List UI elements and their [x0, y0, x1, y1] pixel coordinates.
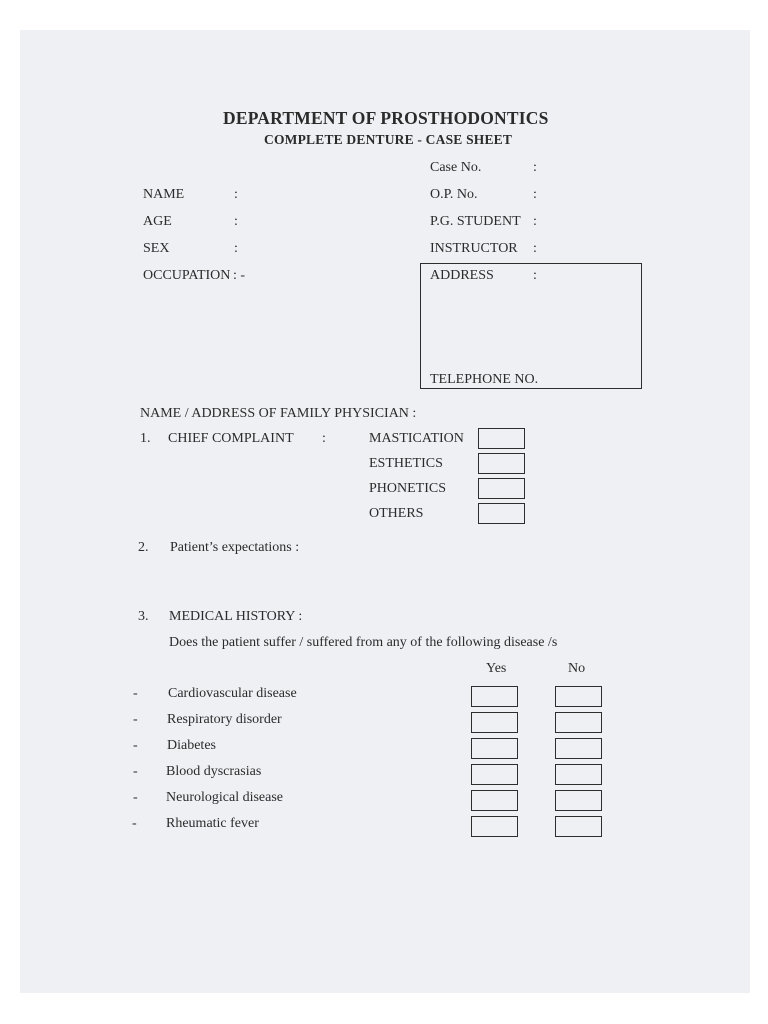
chief-complaint-colon: :: [322, 431, 326, 446]
pg-student-label: P.G. STUDENT: [430, 214, 521, 229]
neurological-yes-checkbox[interactable]: [471, 790, 518, 811]
blood-dyscrasias-no-checkbox[interactable]: [555, 764, 602, 785]
expectations-label: Patient’s expectations :: [170, 540, 300, 555]
option-mastication-checkbox[interactable]: [478, 428, 525, 449]
disease-bullet: -: [133, 790, 138, 805]
medical-history-number: 3.: [138, 609, 149, 624]
telephone-label: TELEPHONE NO.: [430, 372, 539, 387]
disease-bullet: -: [132, 816, 137, 831]
case-no-colon: :: [533, 160, 537, 175]
option-phonetics-checkbox[interactable]: [478, 478, 525, 499]
op-no-label: O.P. No.: [430, 187, 478, 202]
disease-diabetes-label: Diabetes: [167, 738, 216, 753]
disease-cardiovascular-label: Cardiovascular disease: [168, 686, 297, 701]
instructor-label: INSTRUCTOR: [430, 241, 518, 256]
department-title: DEPARTMENT OF PROSTHODONTICS: [223, 108, 549, 128]
sex-colon: :: [234, 241, 238, 256]
rheumatic-fever-yes-checkbox[interactable]: [471, 816, 518, 837]
rheumatic-fever-no-checkbox[interactable]: [555, 816, 602, 837]
cardiovascular-yes-checkbox[interactable]: [471, 686, 518, 707]
cardiovascular-no-checkbox[interactable]: [555, 686, 602, 707]
medical-history-question: Does the patient suffer / suffered from any of the following disease /s: [169, 635, 558, 650]
chief-complaint-label: CHIEF COMPLAINT: [168, 431, 294, 446]
form-subtitle: COMPLETE DENTURE - CASE SHEET: [264, 132, 513, 147]
occupation-colon: : -: [233, 268, 246, 283]
diabetes-no-checkbox[interactable]: [555, 738, 602, 759]
disease-bullet: -: [133, 686, 138, 701]
name-colon: :: [234, 187, 238, 202]
no-column-header: No: [568, 661, 586, 676]
instructor-colon: :: [533, 241, 537, 256]
disease-neurological-label: Neurological disease: [166, 790, 284, 805]
respiratory-no-checkbox[interactable]: [555, 712, 602, 733]
disease-blood-dyscrasias-label: Blood dyscrasias: [166, 764, 262, 779]
disease-respiratory-label: Respiratory disorder: [167, 712, 282, 727]
sex-label: SEX: [143, 241, 170, 256]
op-no-colon: :: [533, 187, 537, 202]
option-others-checkbox[interactable]: [478, 503, 525, 524]
occupation-label: OCCUPATION: [143, 268, 231, 283]
option-esthetics-checkbox[interactable]: [478, 453, 525, 474]
case-no-label: Case No.: [430, 160, 482, 175]
yes-column-header: Yes: [486, 661, 507, 676]
disease-bullet: -: [133, 738, 138, 753]
option-mastication-label: MASTICATION: [369, 431, 464, 446]
respiratory-yes-checkbox[interactable]: [471, 712, 518, 733]
neurological-no-checkbox[interactable]: [555, 790, 602, 811]
diabetes-yes-checkbox[interactable]: [471, 738, 518, 759]
disease-bullet: -: [133, 712, 138, 727]
address-colon: :: [533, 268, 537, 283]
pg-student-colon: :: [533, 214, 537, 229]
age-colon: :: [234, 214, 238, 229]
option-esthetics-label: ESTHETICS: [369, 456, 443, 471]
family-physician-label: NAME / ADDRESS OF FAMILY PHYSICIAN :: [140, 406, 417, 421]
expectations-number: 2.: [138, 540, 149, 555]
address-label: ADDRESS: [430, 268, 494, 283]
chief-complaint-number: 1.: [140, 431, 151, 446]
name-label: NAME: [143, 187, 185, 202]
age-label: AGE: [143, 214, 172, 229]
medical-history-label: MEDICAL HISTORY :: [169, 609, 303, 624]
disease-rheumatic-fever-label: Rheumatic fever: [166, 816, 259, 831]
blood-dyscrasias-yes-checkbox[interactable]: [471, 764, 518, 785]
option-phonetics-label: PHONETICS: [369, 481, 447, 496]
disease-bullet: -: [133, 764, 138, 779]
option-others-label: OTHERS: [369, 506, 424, 521]
